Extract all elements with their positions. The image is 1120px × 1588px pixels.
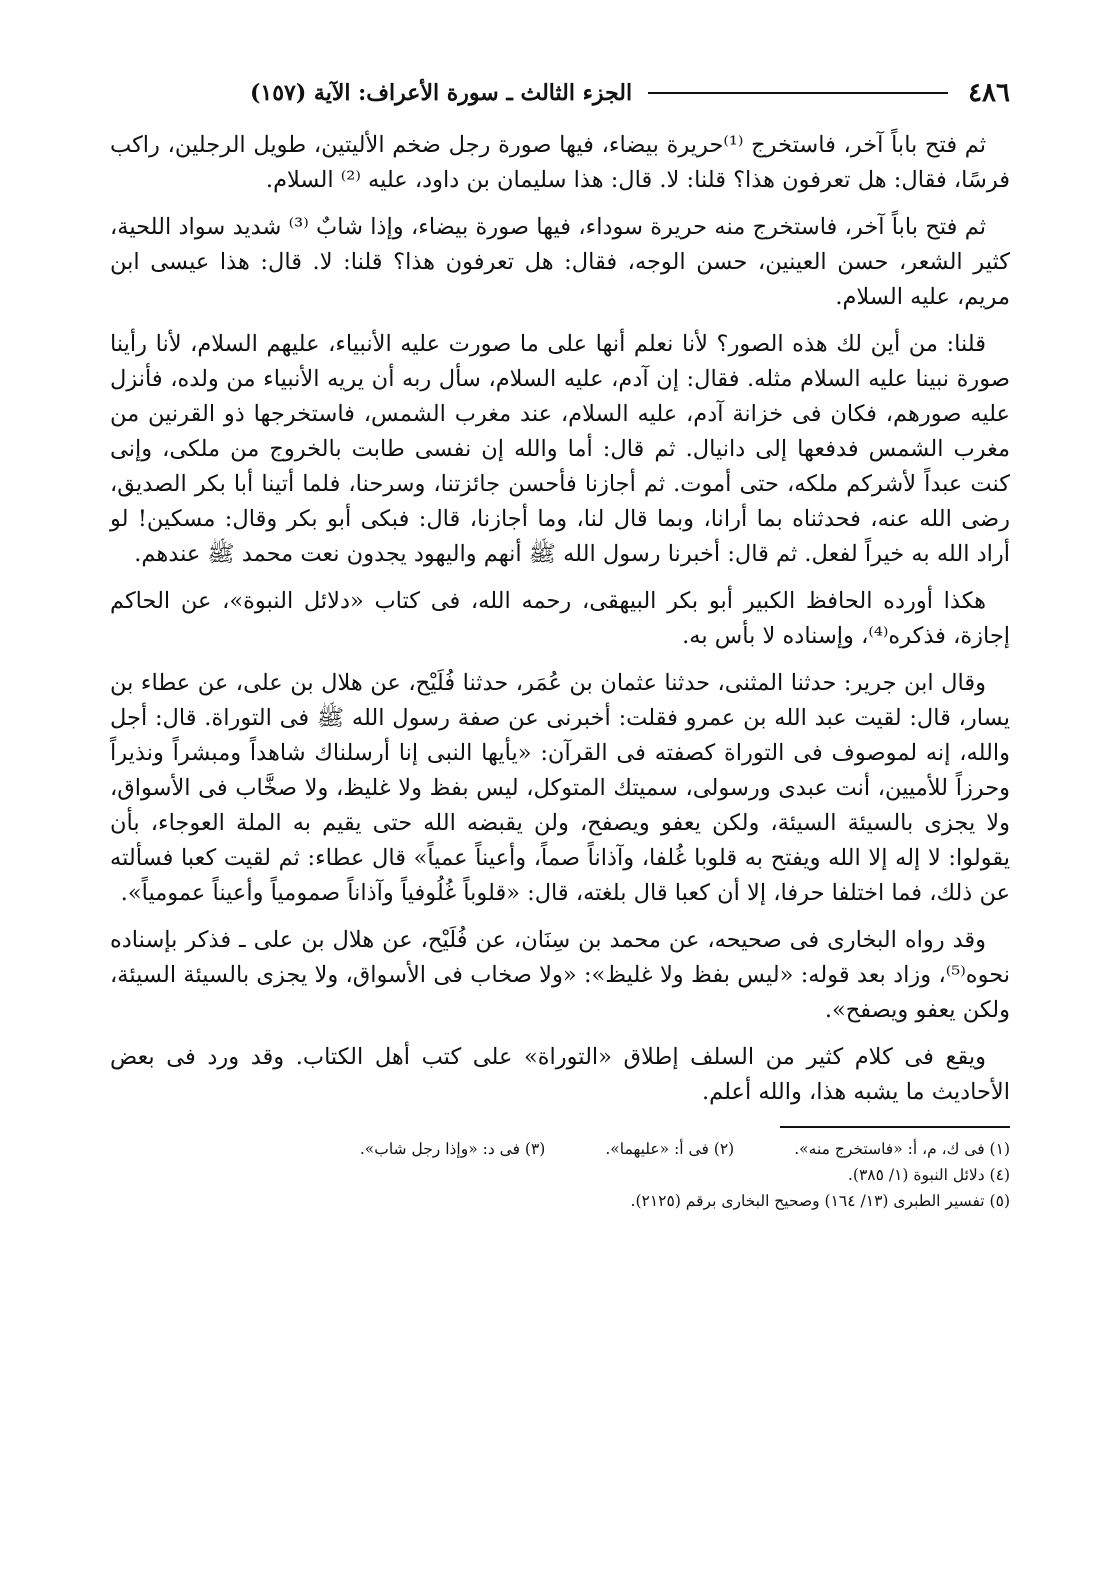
paragraph: ثم فتح باباً آخر، فاستخرج ⁽¹⁾حريرة بيضاء، فيها صورة رجل ضخم الأليتين، طويل الرجلين، راكب فرسًا، فقال: هل تعرفون هذا؟ قلنا: لا. قال: هذا سليمان بن داود، عليه ⁽²⁾ السلام. xyxy=(110,132,1010,193)
paragraph: هكذا أورده الحافظ الكبير أبو بكر البيهقى، رحمه الله، فى كتاب «دلائل النبوة»، عن الحاكم إجازة، فذكره⁽⁴⁾، وإسناده لا بأس به. xyxy=(110,588,1010,649)
running-title: الجزء الثالث ـ سورة الأعراف: الآية (١٥٧) xyxy=(249,80,633,106)
footnote-row xyxy=(110,1136,1010,1162)
header-rule xyxy=(648,92,948,94)
paragraph: ثم فتح باباً آخر، فاستخرج منه حريرة سوداء، فيها صورة بيضاء، وإذا شابٌ ⁽³⁾ شديد سواد اللحية، كثير الشعر، حسن العينين، حسن الوجه، فقال: هل تعرفون هذا؟ قلنا: لا. قال: هذا عيسى ابن مريم، عليه السلام. xyxy=(110,214,1010,310)
paragraph: ويقع فى كلام كثير من السلف إطلاق «التوراة» على كتب أهل الكتاب. وقد ورد فى بعض الأحاديث ما يشبه هذا، والله أعلم. xyxy=(110,1044,1010,1105)
paragraph: قلنا: من أين لك هذه الصور؟ لأنا نعلم أنها على ما صورت عليه الأنبياء، عليهم السلام، لأنا رأينا صورة نبينا عليه السلام مثله. فقال: إن آدم، عليه السلام، سأل ربه أن يريه الأنبياء من ولده، فأنزل عليه صورهم، فكان فى خزانة آدم، عليه السلام، عند مغرب الشمس، فاستخرجها ذو القرنين من مغرب الشمس فدفعها إلى دانيال. ثم قال: أما والله إن نفسى طابت بالخروج من ملكى، وإنى كنت عبداً لأشركم ملكه، حتى أموت. ثم أجازنا فأحسن جائزتنا، وسرحنا، فلما أتينا أبا بكر الصديق، رضى الله عنه، فحدثناه بما أرانا، وبما قال لنا، وما أجازنا، قال: فبكى أبو بكر وقال: مسكين! لو أراد الله به خيراً لفعل. ثم قال: أخبرنا رسول الله ﷺ أنهم واليهود يجدون نعت محمد ﷺ عندهم. xyxy=(110,331,1010,567)
footnotes xyxy=(110,1136,1010,1214)
footnote-separator xyxy=(780,1126,1010,1128)
footnote-2: (٢) فى أ: «عليهما». xyxy=(605,1140,735,1158)
footnote-3: (٣) فى د: «وإذا رجل شاب». xyxy=(359,1140,546,1158)
running-header xyxy=(110,72,1010,114)
page-number: ٤٨٦ xyxy=(968,78,1010,108)
footnote-4: (٤) دلائل النبوة (١/ ٣٨٥). xyxy=(847,1166,1010,1184)
paragraph: وقد رواه البخارى فى صحيحه، عن محمد بن سِنَان، عن فُلَيْح، عن هلال بن على ـ فذكر بإسناده نحوه⁽⁵⁾، وزاد بعد قوله: «ليس بفظ ولا غليظ»: «ولا صخاب فى الأسواق، ولا يجزى بالسيئة السيئة، ولكن يعفو ويصفح». xyxy=(110,927,1010,1023)
footnote-1: (١) فى ك، م، أ: «فاستخرج منه». xyxy=(794,1140,1010,1158)
paragraph: وقال ابن جرير: حدثنا المثنى، حدثنا عثمان بن عُمَر، حدثنا فُلَيْح، عن هلال بن على، عن عطاء بن يسار، قال: لقيت عبد الله بن عمرو فقلت: أخبرنى عن صفة رسول الله ﷺ فى التوراة. قال: أجل والله، إنه لموصوف فى التوراة كصفته فى القرآن: «يأيها النبى إنا أرسلناك شاهداً ومبشراً ونذيراً وحرزاً للأميين، أنت عبدى ورسولى، سميتك المتوكل، ليس بفظ ولا غليظ، ولا صخَّاب فى الأسواق، ولا يجزى بالسيئة السيئة، ولكن يعفو ويصفح، ولن يقبضه الله حتى يقيم به الملة العوجاء، بأن يقولوا: لا إله إلا الله ويفتح به قلوبا غُلفا، وآذاناً صماً، وأعيناً عمياً» قال عطاء: ثم لقيت كعبا فسألته عن ذلك، فما اختلفا حرفا، إلا أن كعبا قال بلغته، قال: «قلوباً غُلُوفياً وآذاناً صمومياً وأعيناً عمومياً». xyxy=(110,670,1010,906)
footnote-5: (٥) تفسير الطبرى (١٣/ ١٦٤) وصحيح البخارى برقم (٢١٢٥). xyxy=(630,1192,1010,1210)
footnote-row xyxy=(110,1162,1010,1188)
main-text xyxy=(110,128,1010,1110)
footnote-row xyxy=(110,1188,1010,1214)
